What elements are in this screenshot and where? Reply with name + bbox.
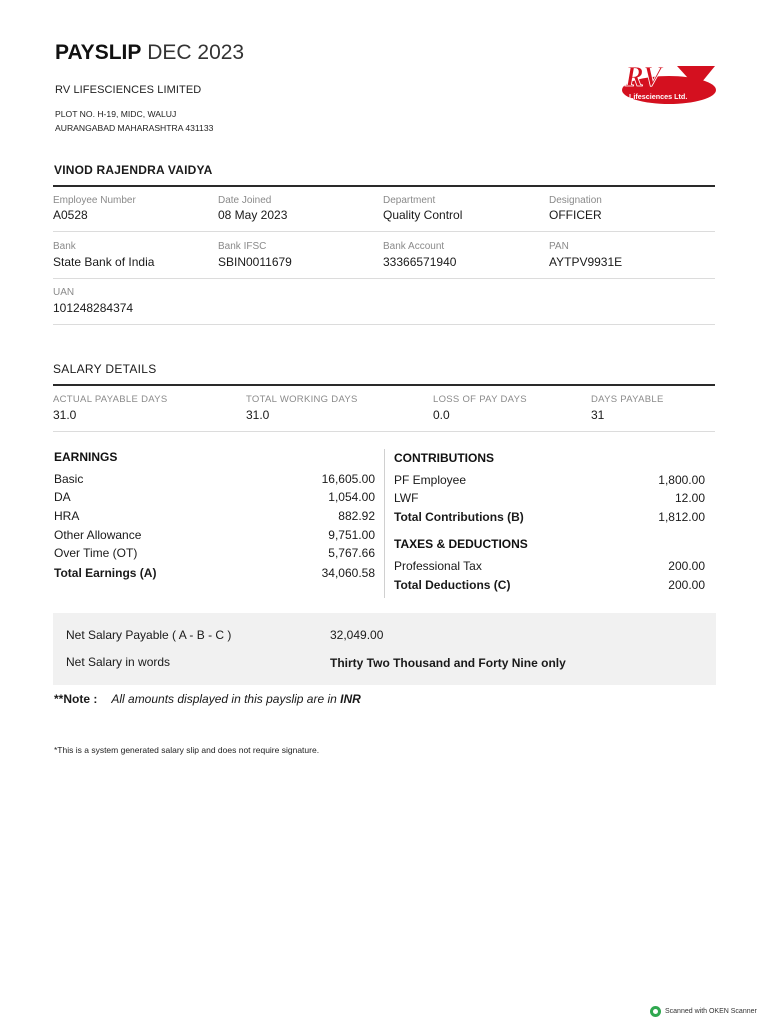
divider — [53, 231, 715, 232]
divider — [53, 384, 715, 386]
employee-number-label: Employee Number — [53, 195, 136, 206]
earning-value-other-allowance: 9,751.00 — [328, 528, 375, 542]
total-earnings-value: 34,060.58 — [321, 566, 375, 580]
bank-value: State Bank of India — [53, 255, 155, 269]
company-logo — [619, 62, 717, 106]
date-joined-label: Date Joined — [218, 195, 272, 206]
scanner-logo-icon — [650, 1006, 661, 1017]
earning-value-basic: 16,605.00 — [321, 472, 375, 486]
earning-label-other-allowance: Other Allowance — [54, 528, 142, 542]
earning-value-overtime: 5,767.66 — [328, 546, 375, 560]
net-salary-words-value: Thirty Two Thousand and Forty Nine only — [330, 656, 566, 670]
scanner-text: Scanned with OKEN Scanner — [665, 1008, 757, 1015]
date-joined-value: 08 May 2023 — [218, 208, 288, 222]
amount-note — [54, 692, 361, 706]
logo-text: RV — [625, 62, 662, 93]
divider — [53, 278, 715, 279]
company-name: RV LIFESCIENCES LIMITED — [55, 84, 202, 96]
column-separator — [384, 449, 385, 598]
company-address-line2: AURANGABAD MAHARASHTRA 431133 — [55, 123, 214, 133]
total-contributions-label: Total Contributions (B) — [394, 510, 524, 524]
earning-value-hra: 882.92 — [338, 509, 375, 523]
department-value: Quality Control — [383, 208, 463, 222]
deductions-heading: TAXES & DEDUCTIONS — [394, 537, 528, 551]
bank-label: Bank — [53, 241, 76, 252]
divider — [53, 324, 715, 325]
bank-ifsc-label: Bank IFSC — [218, 241, 267, 252]
bank-account-label: Bank Account — [383, 241, 445, 252]
loss-of-pay-days-value: 0.0 — [433, 408, 450, 422]
payslip-title — [55, 41, 244, 65]
company-address-line1: PLOT NO. H-19, MIDC, WALUJ — [55, 109, 177, 119]
salary-details-title: SALARY DETAILS — [53, 362, 157, 376]
total-deductions-label: Total Deductions (C) — [394, 578, 511, 592]
divider — [53, 431, 715, 432]
total-working-days-label: TOTAL WORKING DAYS — [246, 394, 358, 405]
contribution-value-pf: 1,800.00 — [658, 473, 705, 487]
payslip-label: PAYSLIP — [55, 41, 142, 64]
pan-value: AYTPV9931E — [549, 255, 623, 269]
net-salary-words-label: Net Salary in words — [66, 655, 171, 669]
earning-value-da: 1,054.00 — [328, 490, 375, 504]
net-salary-payable-value: 32,049.00 — [330, 628, 384, 642]
actual-payable-days-value: 31.0 — [53, 408, 77, 422]
earning-label-da: DA — [54, 490, 71, 504]
actual-payable-days-label: ACTUAL PAYABLE DAYS — [53, 394, 168, 405]
bank-ifsc-value: SBIN0011679 — [218, 255, 292, 269]
system-generated-note: *This is a system generated salary slip and does not require signature. — [54, 745, 320, 755]
net-salary-payable-label: Net Salary Payable ( A - B - C ) — [66, 628, 232, 642]
loss-of-pay-days-label: LOSS OF PAY DAYS — [433, 394, 527, 405]
uan-label: UAN — [53, 287, 75, 298]
days-payable-label: DAYS PAYABLE — [591, 394, 664, 405]
divider — [53, 185, 715, 187]
earnings-heading: EARNINGS — [54, 450, 118, 464]
earning-label-overtime: Over Time (OT) — [54, 546, 138, 560]
contributions-heading: CONTRIBUTIONS — [394, 451, 494, 465]
contribution-value-lwf: 12.00 — [674, 491, 705, 505]
total-working-days-value: 31.0 — [246, 408, 270, 422]
note-currency: INR — [340, 692, 361, 706]
pan-label: PAN — [549, 241, 569, 252]
earning-label-basic: Basic — [54, 472, 84, 486]
days-payable-value: 31 — [591, 408, 605, 422]
deduction-label-professional-tax: Professional Tax — [394, 559, 482, 573]
note-key: **Note : — [54, 692, 98, 706]
contribution-label-pf: PF Employee — [394, 473, 467, 487]
designation-value: OFFICER — [549, 208, 602, 222]
total-deductions-value: 200.00 — [668, 578, 705, 592]
employee-number-value: A0528 — [53, 208, 88, 222]
logo-tagline: Lifesciences Ltd. — [629, 92, 688, 101]
contribution-label-lwf: LWF — [394, 491, 419, 505]
designation-label: Designation — [549, 195, 602, 206]
deduction-value-professional-tax: 200.00 — [668, 559, 705, 573]
scanner-watermark — [650, 1006, 757, 1017]
total-contributions-value: 1,812.00 — [658, 510, 705, 524]
note-text: All amounts displayed in this payslip are in — [111, 692, 337, 706]
net-salary-panel — [53, 613, 716, 685]
uan-value: 101248284374 — [53, 301, 134, 315]
employee-name: VINOD RAJENDRA VAIDYA — [54, 163, 213, 177]
total-earnings-label: Total Earnings (A) — [54, 566, 157, 580]
bank-account-value: 33366571940 — [383, 255, 457, 269]
department-label: Department — [383, 195, 436, 206]
earning-label-hra: HRA — [54, 509, 80, 523]
payslip-period: DEC 2023 — [147, 41, 245, 64]
